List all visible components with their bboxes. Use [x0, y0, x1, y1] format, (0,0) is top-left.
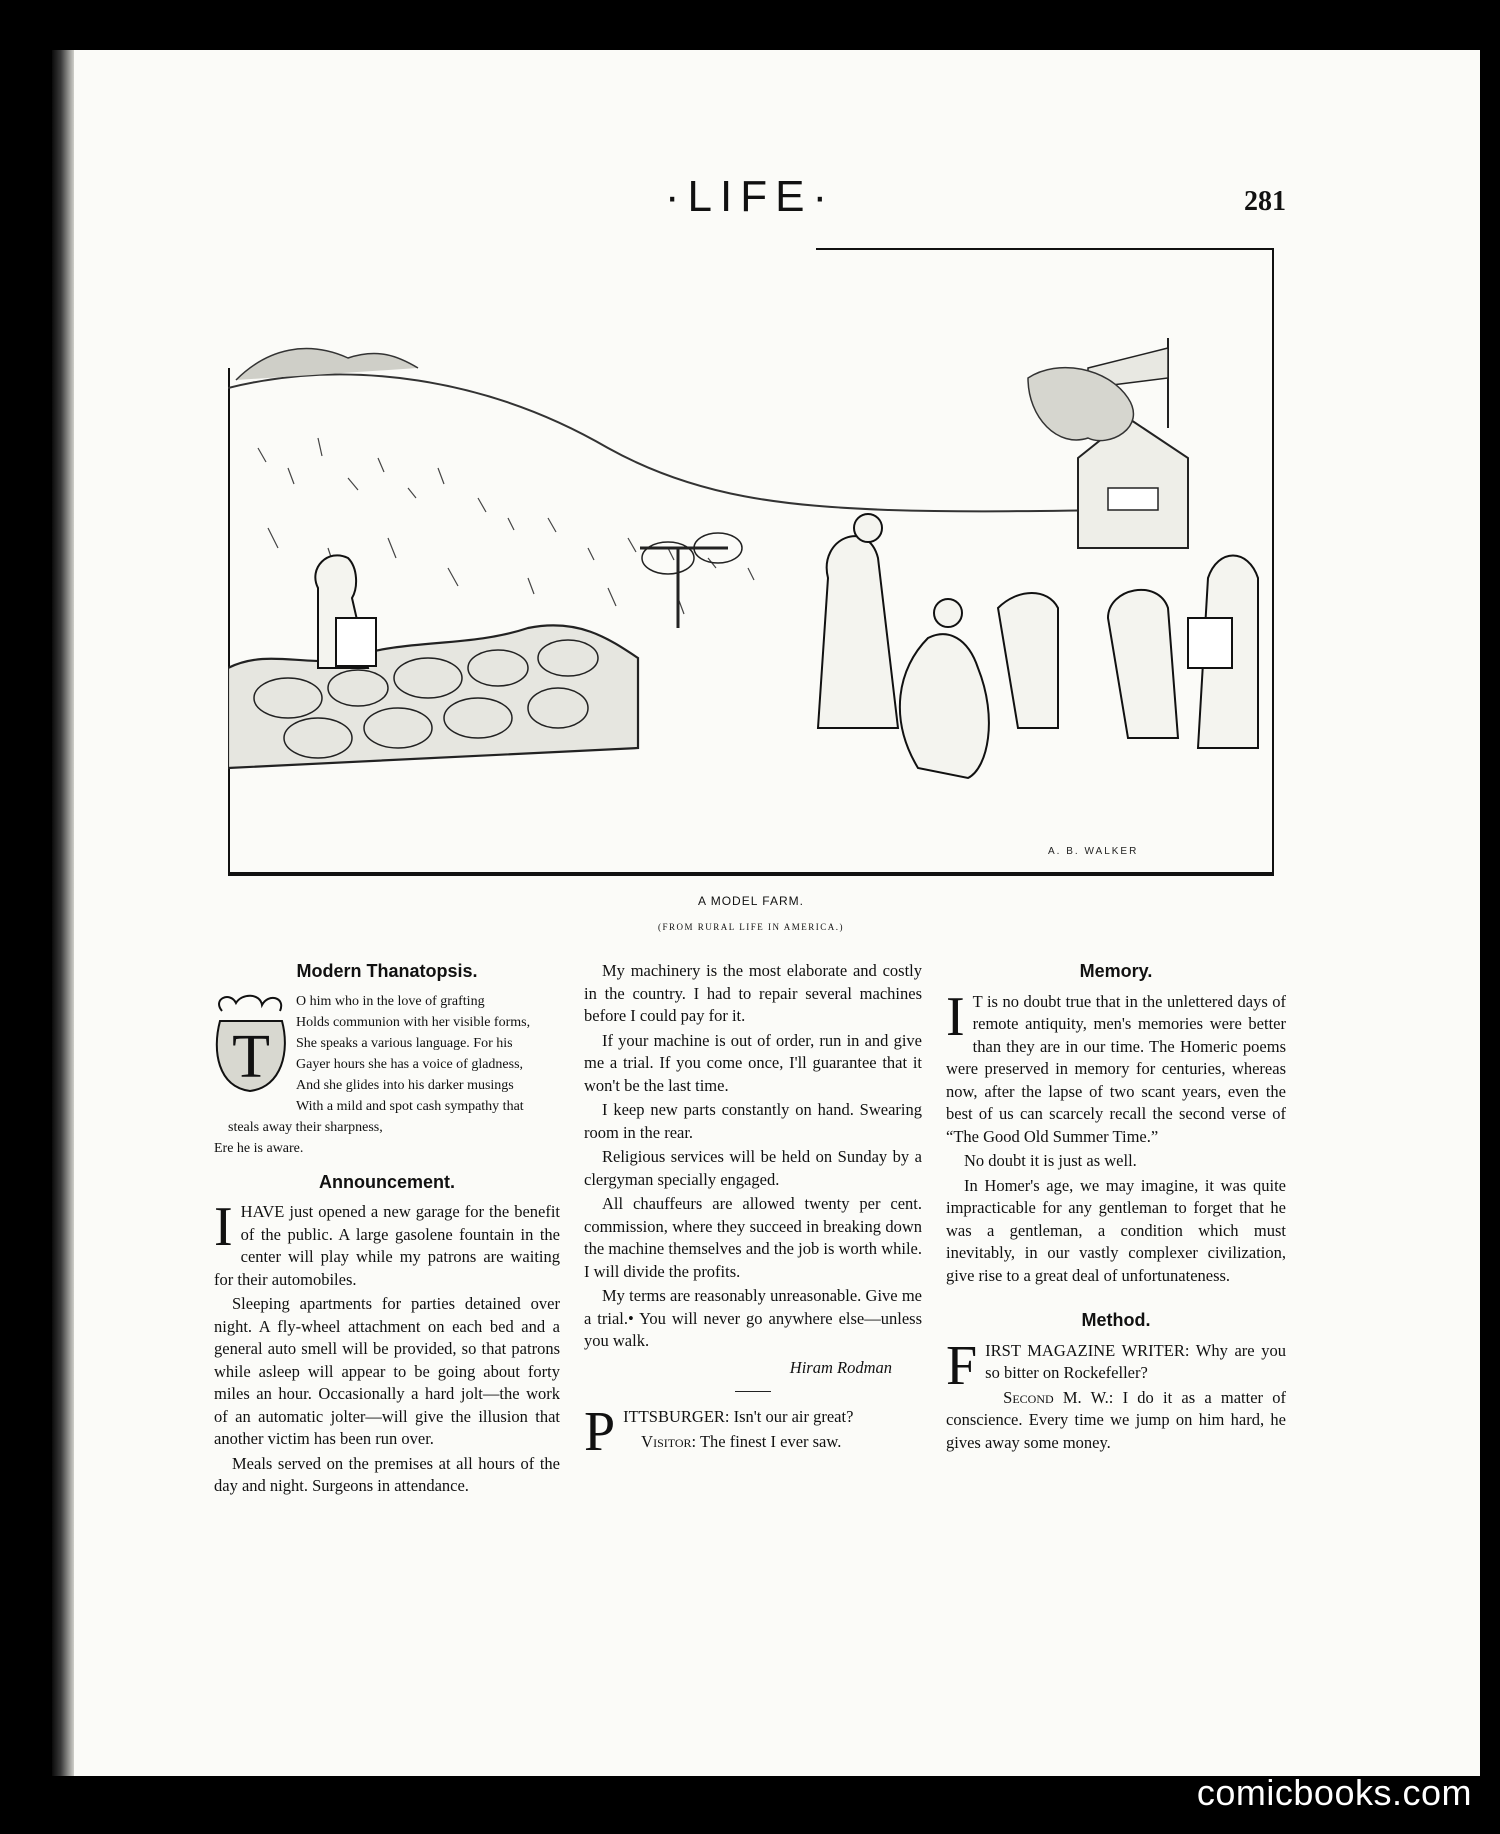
poem-line: Holds communion with her visible forms,	[296, 1014, 531, 1030]
memory-title: Memory.	[1079, 961, 1153, 981]
announcement-continued-paragraph: My machinery is the most elaborate and costly in the country. I had to repair several machines before I could pay for it.	[584, 961, 922, 1025]
poem-line: O him who in the love of grafting	[296, 993, 485, 1009]
announcement-continued-paragraph: I keep new parts constantly on hand. Swearing room in the rear.	[584, 1100, 922, 1142]
author-signature: Hiram Rodman	[789, 1357, 892, 1377]
ornamental-dropcap-t	[212, 991, 290, 1099]
thanatopsis-title: Modern Thanatopsis.	[296, 961, 478, 981]
pittsburger-reply: Visitor: The finest I ever saw.	[641, 1431, 842, 1451]
announcement-continued-paragraph: Religious services will be held on Sunday by a clergyman specially engaged.	[584, 1147, 922, 1189]
announcement-dropcap: I	[214, 1196, 233, 1258]
book-spine	[52, 50, 74, 1776]
illustration-subcaption: (FROM RURAL LIFE IN AMERICA.)	[658, 922, 844, 932]
column-3	[946, 960, 1286, 1456]
method-title: Method.	[1081, 1310, 1151, 1330]
memory-paragraph: No doubt it is just as well.	[964, 1151, 1137, 1170]
announcement-paragraph: Meals served on the premises at all hours of the day and night. Surgeons in attendance.	[214, 1453, 560, 1495]
method-dropcap: F	[946, 1334, 978, 1397]
announcement-title: Announcement.	[318, 1171, 455, 1192]
illustration-signature: A. B. WALKER	[1048, 846, 1139, 857]
page-number: 281	[1244, 186, 1286, 217]
memory-paragraph: In Homer's age, we may imagine, it was quite impracticable for any gentleman to forget that he was a gentleman, a condition which must inevitably, in our vastly complexer civilization, give rise to a great deal of unfortunateness.	[946, 1175, 1286, 1285]
poem-line: With a mild and spot cash sympathy that	[296, 1098, 524, 1114]
illustration-caption: A MODEL FARM.	[698, 894, 804, 908]
site-watermark: comicbooks.com	[1196, 1772, 1472, 1813]
announcement-paragraph: IHAVE just opened a new garage for the benefit of the public. A large gasolene fountain in the center will play while my patrons are waiting for their automobiles.	[214, 1196, 560, 1289]
announcement-continued-paragraph: All chauffeurs are allowed twenty per cent. commission, where they succeed in breaking down the machine themselves and the job is worth while. I will divide the profits.	[584, 1194, 922, 1281]
pittsburger-dropcap: P	[584, 1401, 616, 1463]
model-farm-illustration	[228, 248, 1274, 876]
announcement-continued-paragraph: If your machine is out of order, run in and give me a trial. If you come once, I'll guarantee that it won't be the last time.	[584, 1030, 922, 1095]
column-2	[584, 960, 922, 1463]
announcement-continued-paragraph: My terms are reasonably unreasonable. Give me a trial.• You will never go anywhere else—unless you walk.	[584, 1286, 922, 1350]
memory-dropcap: I	[946, 985, 965, 1048]
poem-line: Ere he is aware.	[214, 1140, 304, 1156]
poem-line: She speaks a various language. For his	[296, 1035, 513, 1051]
thanatopsis-dropcap: T	[232, 1022, 270, 1091]
poem-line: And she glides into his darker musings	[296, 1077, 514, 1093]
section-divider	[735, 1391, 771, 1392]
method-question: FIRST MAGAZINE WRITER: Why are you so bitter on Rockefeller?	[946, 1334, 1286, 1397]
poem-line: Gayer hours she has a voice of gladness,	[296, 1056, 524, 1072]
method-answer: Second M. W.: I do it as a matter of conscience. Every time we jump on him hard, he gives away some money.	[946, 1387, 1287, 1452]
pittsburger-joke: PITTSBURGER: Isn't our air great?	[584, 1401, 854, 1463]
column-1	[214, 960, 560, 1500]
announcement-paragraph: Sleeping apartments for parties detained over night. A fly-wheel attachment on each bed and a general auto smell will be provided, so that patrons while asleep will appear to be going about forty miles an hour. Occasionally a hard jolt—the work of an automatic jolter—will give the illusion that another victim has been run over.	[214, 1294, 560, 1448]
memory-paragraph: I T is no doubt true that in the unlettered days of remote antiquity, men's memories were better than they are in our time. The Homeric poems were preserved in memory for centuries, whereas now, after the lapse of two scant years, even the best of us can scarcely recall the second verse of “The Good Old Summer Time.”	[946, 985, 1286, 1146]
thanatopsis-poem	[214, 991, 560, 1159]
masthead: ·LIFE·	[664, 172, 836, 221]
poem-line: steals away their sharpness,	[228, 1119, 383, 1135]
